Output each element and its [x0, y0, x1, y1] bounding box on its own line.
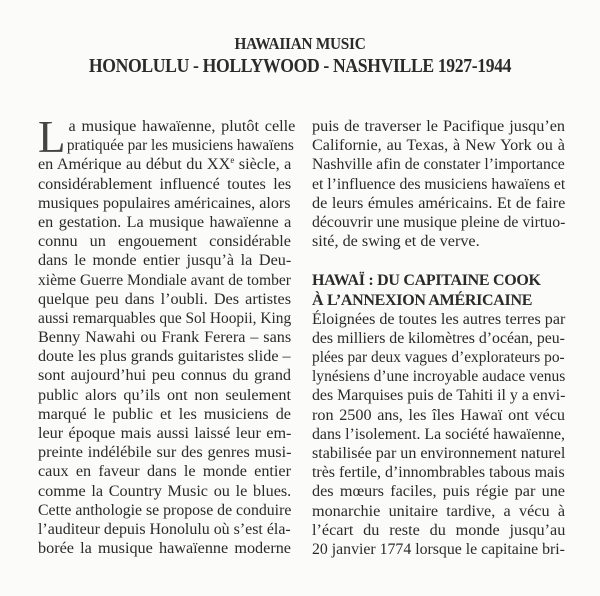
- body-line: considérablement influencé toutes les: [38, 174, 292, 193]
- body-line: Californie, au Texas, à New York ou à: [312, 136, 565, 155]
- body-line: 20 janvier 1774 lorsque le capitaine bri-: [312, 539, 565, 558]
- body-line: borée la musique hawaïenne moderne: [38, 539, 291, 558]
- body-line: sité, de swing et de verve.: [312, 232, 480, 251]
- body-line: leur époque mais aussi laissé leur em-: [38, 424, 292, 442]
- body-line: Éloignées de toutes les autres terres par: [312, 309, 566, 328]
- body-line: plées par deux vagues d’explorateurs po-: [312, 348, 565, 367]
- body-line: des milliers de kilomètres d’océan, peu-: [312, 328, 565, 347]
- body-line: sont aujourd’hui peu connus du grand: [38, 366, 292, 385]
- body-line: ron 2500 ans, les îles Hawaï ont vécu: [312, 405, 565, 424]
- body-line: pratiquée par les musiciens hawaïens: [66, 136, 294, 155]
- body-line: preinte indélébile sur des genres musi-: [38, 443, 292, 462]
- body-line: l’écart du reste du monde jusqu’au: [312, 520, 566, 539]
- page-header: [0, 33, 600, 79]
- superscript: e: [230, 155, 235, 166]
- body-text: siècle, a: [234, 155, 292, 174]
- body-line: stabilisée par un environnement naturel: [312, 444, 566, 463]
- body-line: de leurs émules américains. Et de faire: [312, 193, 566, 212]
- section-heading: HAWAÏ : DU CAPITAINE COOK: [312, 272, 541, 290]
- body-line: l’auditeur depuis Honolulu où s’est éla-: [38, 519, 291, 538]
- body-line: lynésiens d’une incroyable audace venus: [312, 367, 566, 386]
- body-line: public alors qu’ils ont non seulement: [38, 385, 291, 404]
- body-line: des mœurs faciles, puis régie par une: [312, 482, 565, 501]
- page-subtitle: HONOLULU - HOLLYWOOD - NASHVILLE 1927-1944: [88, 55, 512, 77]
- drop-cap: L: [38, 112, 66, 162]
- body-line: quelque peu dans l’oubli. Des artistes: [38, 289, 291, 308]
- body-line: musiques populaires américaines, alors: [38, 193, 291, 212]
- left-column: [38, 112, 296, 558]
- body-line: [38, 155, 291, 174]
- body-line: aussi remarquables que Sol Hoopii, King: [38, 308, 292, 327]
- body-line: dans l’isolement. La société hawaïenne,: [312, 424, 566, 443]
- body-line: dans le monde entier jusqu’à la Deu-: [38, 251, 292, 270]
- body-text: en Amérique au début du XX: [38, 155, 231, 174]
- body-line: caux en faveur dans le monde entier: [38, 462, 291, 481]
- body-line: et l’influence des musiciens hawaïens et: [312, 174, 566, 193]
- body-line: comme la Country Music ou le blues.: [38, 481, 292, 500]
- section-heading: À L’ANNEXION AMÉRICAINE: [312, 291, 533, 309]
- paragraph-gap: [312, 251, 565, 271]
- body-line: xième Guerre Mondiale avant de tomber: [38, 270, 291, 289]
- body-line: Benny Nawahi ou Frank Ferera – sans: [38, 328, 292, 347]
- body-line: Nashville afin de constater l’importance: [312, 155, 565, 174]
- page-title: HAWAIIAN MUSIC: [234, 34, 366, 53]
- body-line: doute les plus grands guitaristes slide –: [38, 347, 291, 366]
- body-line: connu un engouement considérable: [38, 232, 291, 251]
- body-line: a musique hawaïenne, plutôt celle: [68, 117, 296, 135]
- body-line: des Marquises puis de Tahiti il y a envi-: [312, 386, 566, 405]
- body-line: en gestation. La musique hawaïenne a: [38, 212, 292, 231]
- body-line: monarchie unitaire tardive, a vécu à: [312, 501, 565, 520]
- body-line: puis de traverser le Pacifique jusqu’en: [312, 117, 565, 135]
- body-line: découvrir une musique pleine de virtuo-: [312, 212, 566, 231]
- body-line: Cette anthologie se propose de conduire: [38, 500, 292, 519]
- right-column: [312, 117, 565, 559]
- body-line: très fertile, d’innombrables tabous mais: [312, 463, 565, 482]
- body-line: marqué le public et les musiciens de: [38, 404, 291, 423]
